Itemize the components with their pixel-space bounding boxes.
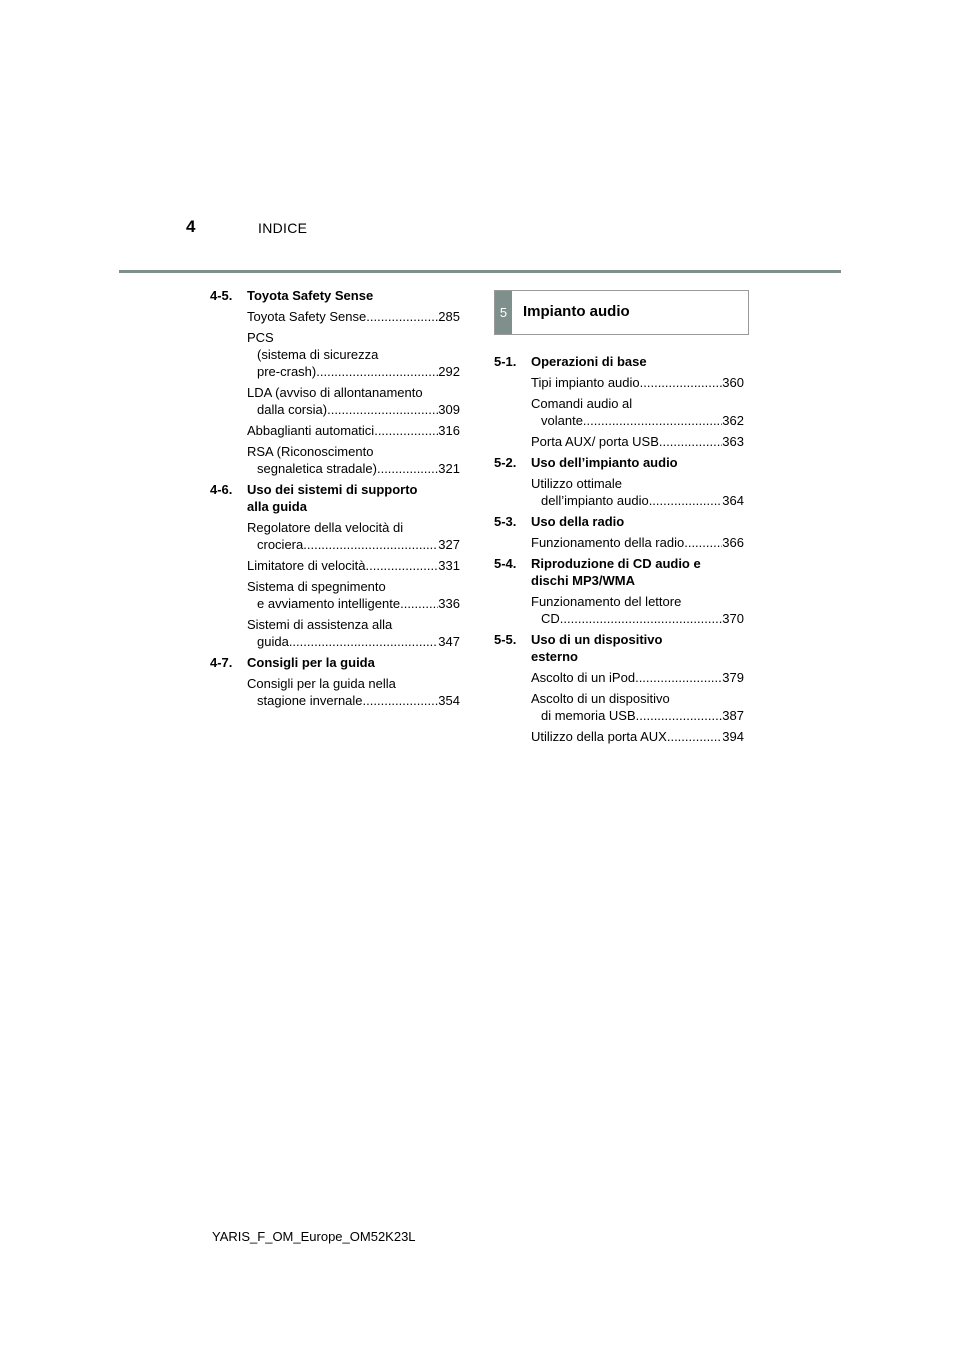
entry-title-first-line: PCS [247, 330, 274, 345]
toc-entry [531, 669, 744, 686]
dot-leader [667, 728, 722, 745]
entry-title-first-line: Consigli per la guida nella [247, 676, 396, 691]
section-title-text [531, 631, 744, 665]
entry-leader-line [247, 401, 460, 418]
dot-leader [377, 460, 438, 477]
entry-leader-line [531, 412, 744, 429]
entry-title-first-line: LDA (avviso di allontanamento [247, 385, 423, 400]
toc-entry [247, 422, 460, 439]
toc-section-heading [494, 631, 744, 665]
entry-title-last-line: Porta AUX/ porta USB [531, 434, 659, 449]
toc-section-heading [494, 513, 744, 530]
toc-section-heading [494, 454, 744, 471]
toc-section-heading [210, 654, 460, 671]
entry-leader-line [531, 433, 744, 450]
section-title-line: Operazioni di base [531, 354, 647, 369]
page-ref: 370 [722, 611, 744, 626]
dot-leader [327, 401, 438, 418]
toc-entry [247, 557, 460, 574]
entry-title-last-line: volante [541, 413, 583, 428]
toc-entry [531, 534, 744, 551]
entry-title-last-line: crociera [257, 537, 304, 552]
entry-leader-line [247, 422, 460, 439]
toc-entry [531, 374, 744, 391]
entry-leader-line [531, 728, 744, 745]
page-ref: 336 [438, 596, 460, 611]
page-ref: 347 [438, 634, 460, 649]
dot-leader [640, 374, 723, 391]
dot-leader [366, 308, 438, 325]
page-header-title: INDICE [258, 220, 308, 236]
entry-leader-line [531, 374, 744, 391]
section-title-line: esterno [531, 649, 578, 664]
toc-entry [247, 675, 460, 709]
page-ref: 321 [438, 461, 460, 476]
section-title-text [531, 353, 744, 370]
section-title: Impianto audio [523, 303, 630, 320]
dot-leader [635, 669, 722, 686]
section-title-line: Toyota Safety Sense [247, 288, 374, 303]
toc-left-column [210, 287, 460, 709]
dot-leader [303, 536, 438, 553]
toc-section-heading [494, 353, 744, 370]
entry-title-first-line: Comandi audio al [531, 396, 633, 411]
page-ref: 364 [722, 493, 744, 508]
dot-leader [636, 707, 723, 724]
entry-title-first-line: RSA (Riconoscimento [247, 444, 374, 459]
entry-title-last-line: e avviamento intelligente [257, 596, 401, 611]
entry-leader-line [247, 633, 460, 650]
entry-title-last-line: pre-crash) [257, 364, 317, 379]
section-number: 4-5. [210, 288, 233, 303]
section-5-header-box [494, 290, 749, 335]
page-ref: 360 [722, 375, 744, 390]
dot-leader [316, 363, 438, 380]
toc-right-column [494, 353, 744, 745]
section-title-line: Uso di un dispositivo [531, 632, 663, 647]
section-title-line: Uso dell’impianto audio [531, 455, 678, 470]
toc-entry [531, 395, 744, 429]
section-title-line: alla guida [247, 499, 307, 514]
entry-title-last-line: Tipi impianto audio [531, 375, 640, 390]
entry-leader-line [531, 707, 744, 724]
entry-leader-line [247, 595, 460, 612]
section-number: 4-6. [210, 482, 233, 497]
toc-entry [247, 384, 460, 418]
toc-entry [247, 578, 460, 612]
page-number: 4 [186, 217, 196, 236]
entry-leader-line [531, 492, 744, 509]
section-title-text [247, 654, 460, 671]
toc-entry [247, 519, 460, 553]
entry-leader-line [247, 363, 460, 380]
dot-leader [583, 412, 722, 429]
entry-leader-line [247, 557, 460, 574]
entry-title-last-line: Limitatore di velocità [247, 558, 366, 573]
entry-title-last-line: segnaletica stradale) [257, 461, 377, 476]
dot-leader [560, 610, 723, 627]
section-number: 5-4. [494, 556, 517, 571]
section-number: 5-3. [494, 514, 517, 529]
entry-leader-line [531, 669, 744, 686]
entry-title-last-line: guida [257, 634, 289, 649]
toc-entry [531, 433, 744, 450]
section-title-line: Riproduzione di CD audio e [531, 556, 701, 571]
toc-entry [247, 329, 460, 380]
entry-leader-line [247, 536, 460, 553]
entry-title-last-line: Ascolto di un iPod [531, 670, 636, 685]
page-ref: 394 [722, 729, 744, 744]
entry-title-last-line: di memoria USB [541, 708, 636, 723]
entry-title-first-line: Funzionamento del lettore [531, 594, 682, 609]
dot-leader [363, 692, 439, 709]
page-ref: 316 [438, 423, 460, 438]
toc-section-heading [494, 555, 744, 589]
page-ref: 354 [438, 693, 460, 708]
section-number: 5-1. [494, 354, 517, 369]
dot-leader [400, 595, 438, 612]
toc-entry [531, 475, 744, 509]
footer-document-code: YARIS_F_OM_Europe_OM52K23L [212, 1229, 416, 1244]
page-ref: 379 [722, 670, 744, 685]
toc-entry [531, 593, 744, 627]
entry-leader-line [247, 308, 460, 325]
entry-leader-line [531, 610, 744, 627]
section-title-text [531, 454, 744, 471]
entry-leader-line [247, 692, 460, 709]
page-ref: 285 [438, 309, 460, 324]
entry-leader-line [247, 460, 460, 477]
entry-title-last-line: Toyota Safety Sense [247, 309, 367, 324]
section-title-line: Uso della radio [531, 514, 625, 529]
toc-entry [247, 443, 460, 477]
page-ref: 292 [438, 364, 460, 379]
toc-section-heading [210, 287, 460, 304]
entry-title-last-line: Utilizzo della porta AUX [531, 729, 667, 744]
page-ref: 362 [722, 413, 744, 428]
section-title-text [531, 513, 744, 530]
section-title-text [247, 287, 460, 304]
entry-title-last-line: CD [541, 611, 560, 626]
entry-title-first-line: Sistemi di assistenza alla [247, 617, 393, 632]
toc-entry [247, 616, 460, 650]
page-ref: 363 [722, 434, 744, 449]
dot-leader [649, 492, 723, 509]
toc-entry [531, 728, 744, 745]
section-number: 5-2. [494, 455, 517, 470]
entry-title-line: (sistema di sicurezza [257, 347, 379, 362]
dot-leader [289, 633, 438, 650]
entry-title-last-line: Funzionamento della radio [531, 535, 685, 550]
entry-title-first-line: Ascolto di un dispositivo [531, 691, 670, 706]
dot-leader [374, 422, 438, 439]
section-title-text [247, 481, 460, 515]
entry-title-first-line: Sistema di spegnimento [247, 579, 386, 594]
page-ref: 387 [722, 708, 744, 723]
section-title-text [531, 555, 744, 589]
page-ref: 366 [722, 535, 744, 550]
page-ref: 327 [438, 537, 460, 552]
header-divider [119, 270, 841, 273]
section-number-tab: 5 [495, 291, 512, 334]
section-title-line: Uso dei sistemi di supporto [247, 482, 418, 497]
section-number: 4-7. [210, 655, 233, 670]
entry-title-last-line: dalla corsia) [257, 402, 328, 417]
toc-section-heading [210, 481, 460, 515]
section-number: 5-5. [494, 632, 517, 647]
entry-title-last-line: Abbaglianti automatici [247, 423, 375, 438]
page-ref: 309 [438, 402, 460, 417]
entry-leader-line [531, 534, 744, 551]
toc-entry [531, 690, 744, 724]
entry-title-last-line: stagione invernale [257, 693, 363, 708]
entry-title-first-line: Utilizzo ottimale [531, 476, 623, 491]
section-title-line: dischi MP3/WMA [531, 573, 636, 588]
toc-entry [247, 308, 460, 325]
dot-leader [659, 433, 722, 450]
section-title-line: Consigli per la guida [247, 655, 375, 670]
page-ref: 331 [438, 558, 460, 573]
dot-leader [684, 534, 722, 551]
entry-title-last-line: dell’impianto audio [541, 493, 649, 508]
entry-title-first-line: Regolatore della velocità di [247, 520, 404, 535]
dot-leader [366, 557, 439, 574]
